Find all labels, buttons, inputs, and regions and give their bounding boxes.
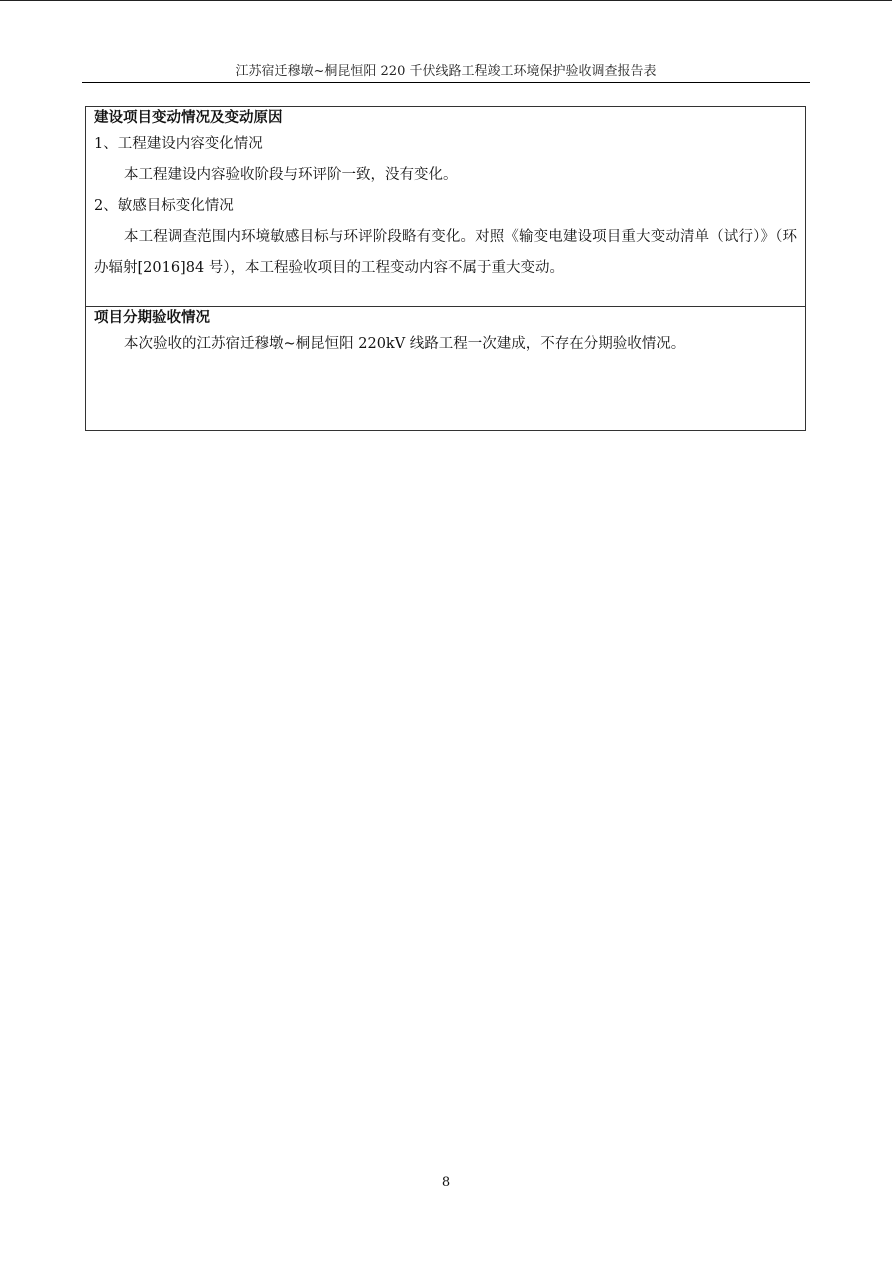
item-heading: 1、工程建设内容变化情况 [94,136,263,152]
page-top-border [0,0,892,1]
page-number: 8 [441,1175,451,1190]
running-header: 江苏宿迁穆墩~桐昆恒阳 220 千伏线路工程竣工环境保护验收调查报告表 [235,64,657,79]
item-text: 本工程调查范围内环境敏感目标与环评阶段略有变化。对照《输变电建设项目重大变动清单（试行）》（环办辐射[2016]84 号），本工程验收项目的工程变动内容不属于重大变动。 [94,229,797,276]
item-heading: 2、敏感目标变化情况 [94,198,234,214]
report-table [85,106,806,431]
section-phased-acceptance [86,307,805,430]
section-project-changes [86,107,805,307]
section-text: 本次验收的江苏宿迁穆墩~桐昆恒阳 220kV 线路工程一次建成，不存在分期验收情况。 [124,336,686,352]
header-rule [82,82,810,83]
section-title: 项目分期验收情况 [94,309,210,326]
section-title: 建设项目变动情况及变动原因 [94,109,283,126]
item-text: 本工程建设内容验收阶段与环评阶一致，没有变化。 [124,167,458,183]
